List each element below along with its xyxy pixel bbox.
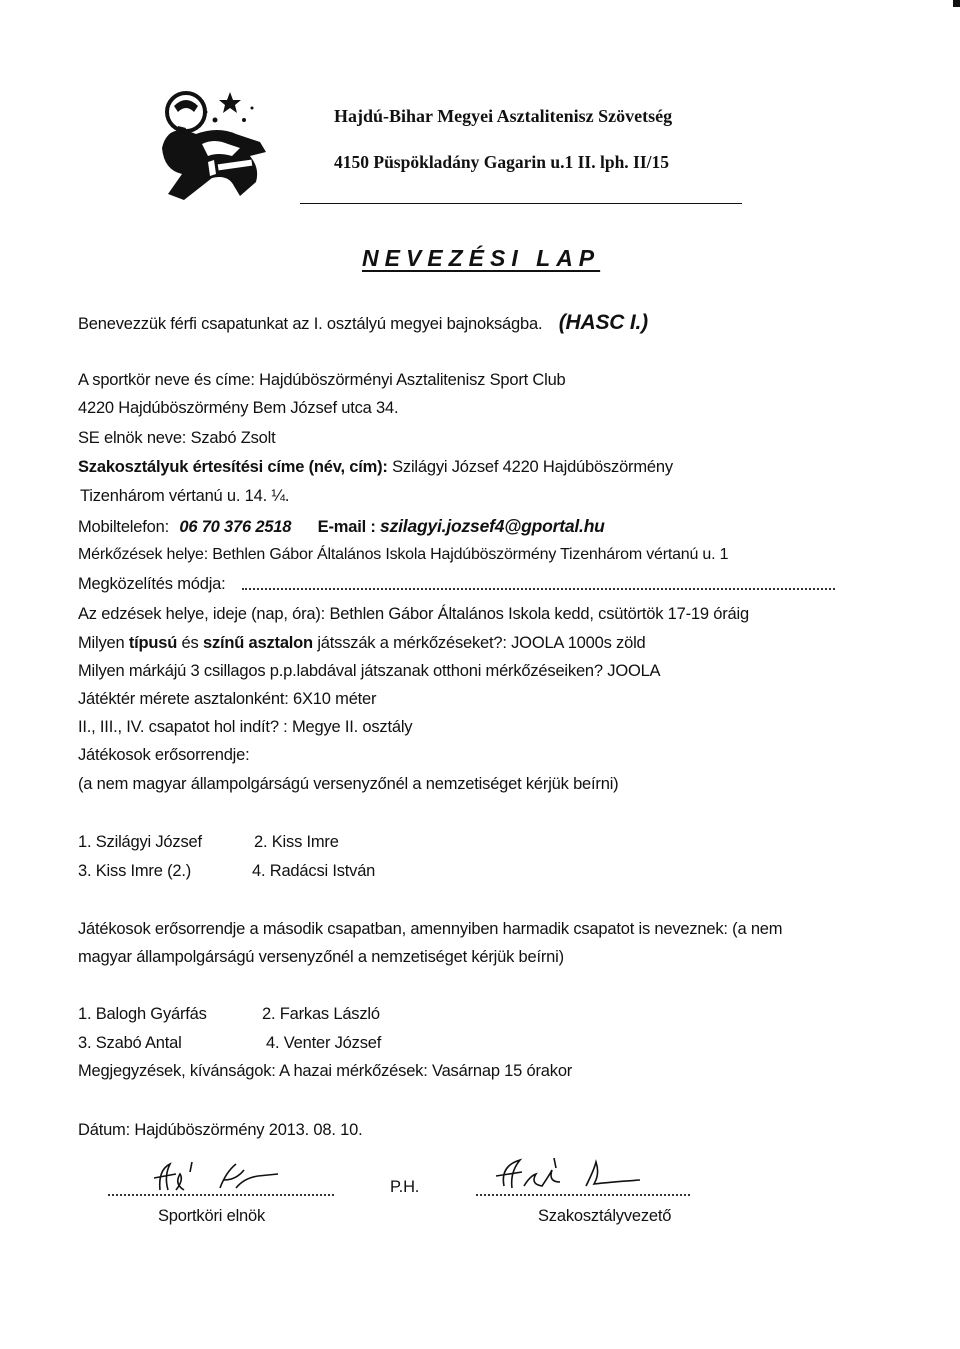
access-label: Megközelítés módja: [78, 575, 226, 593]
second-team-line-1: Játékosok erősorrendje a második csapatban, amennyiben harmadik csapatot is neveznek: (a nem [78, 920, 783, 938]
team1-player-4: 4. Radácsi István [252, 862, 376, 880]
table-q-color: színű asztalon [202, 634, 313, 652]
team2-player-3: 3. Szabó Antal [78, 1034, 182, 1052]
notify-label: Szakosztályuk értesítési címe (név, cím): [78, 458, 388, 476]
teams-line: II., III., IV. csapatot hol indít? : Megye II. osztály [78, 718, 413, 736]
team2-player-4: 4. Venter József [266, 1034, 382, 1052]
contact-line [78, 516, 605, 537]
org-name: Hajdú-Bihar Megyei Asztalitenisz Szövetség [334, 106, 673, 126]
left-signature [140, 1150, 290, 1200]
scan-corner-mark [953, 0, 960, 7]
training-value: Bethlen Gábor Általános Iskola kedd, csütörtök 17-19 óráig [329, 605, 749, 623]
entry-line [78, 311, 648, 335]
space-line: Játéktér mérete asztalonként: 6X10 méter [78, 690, 377, 708]
team2-player-1: 1. Balogh Gyárfás [78, 1005, 207, 1023]
right-signature [490, 1148, 650, 1198]
president-line: SE elnök neve: Szabó Zsolt [78, 429, 276, 447]
page-title: NEVEZÉSI LAP [362, 245, 601, 271]
table-q-text: Milyen [78, 634, 129, 652]
order-note: (a nem magyar állampolgárságú versenyzőnél a nemzetiséget kérjük beírni) [78, 775, 619, 793]
access-line [78, 575, 226, 594]
email-label: E-mail : [317, 518, 376, 536]
team1-player-1: 1. Szilágyi József [78, 833, 202, 851]
team1-player-3: 3. Kiss Imre (2.) [78, 862, 192, 880]
mobile-value: 06 70 376 2518 [179, 518, 292, 536]
team1-player-2: 2. Kiss Imre [254, 833, 339, 851]
entry-text: Benevezzük férfi csapatunkat az I. osztályú megyei bajnokságba. [78, 315, 543, 333]
remarks-line: Megjegyzések, kívánságok: A hazai mérkőzések: Vasárnap 15 órakor [78, 1062, 573, 1080]
table-q-type: típusú [128, 634, 178, 652]
league-name: (HASC I.) [558, 311, 648, 334]
training-label: Az edzések helye, ideje (nap, óra): [78, 605, 330, 623]
order-label: Játékosok erősorrendje: [78, 746, 250, 764]
notify-address-line-2: Tizenhárom vértanú u. 14. ¼. [80, 487, 290, 505]
club-name-line: A sportkör neve és címe: Hajdúböszörményi Asztalitenisz Sport Club [78, 371, 566, 389]
table-q-and: és [177, 634, 203, 652]
mobile-label: Mobiltelefon: [78, 518, 169, 536]
date-line: Dátum: Hajdúböszörmény 2013. 08. 10. [78, 1121, 363, 1139]
table-tennis-logo-icon [148, 82, 272, 206]
access-dotted-line [242, 588, 835, 590]
notify-address-line [78, 458, 673, 477]
left-signature-label: Sportköri elnök [158, 1207, 266, 1225]
second-team-line-2: magyar állampolgárságú versenyzőnél a nemzetiséget kérjük beírni) [78, 948, 564, 966]
table-type-line [78, 634, 646, 653]
stamp-label: P.H. [390, 1178, 420, 1196]
table-q-answer: játsszák a mérkőzéseket?: JOOLA 1000s zöld [312, 634, 646, 652]
org-address: 4150 Püspökladány Gagarin u.1 II. lph. II/15 [334, 152, 670, 172]
header-divider [300, 203, 742, 204]
right-signature-label: Szakosztályvezető [538, 1207, 672, 1225]
email-value: szilagyi.jozsef4@gportal.hu [380, 516, 605, 536]
club-address-line: 4220 Hajdúböszörmény Bem József utca 34. [78, 399, 399, 417]
notify-value: Szilágyi József 4220 Hajdúböszörmény [392, 458, 673, 476]
team2-player-2: 2. Farkas László [262, 1005, 380, 1023]
ball-line: Milyen márkájú 3 csillagos p.p.labdával játszanak otthoni mérkőzéseiken? JOOLA [78, 662, 661, 680]
match-place-line: Mérkőzések helye: Bethlen Gábor Általános Iskola Hajdúböszörmény Tizenhárom vértanú u. 1 [78, 546, 729, 563]
training-line [78, 605, 749, 624]
